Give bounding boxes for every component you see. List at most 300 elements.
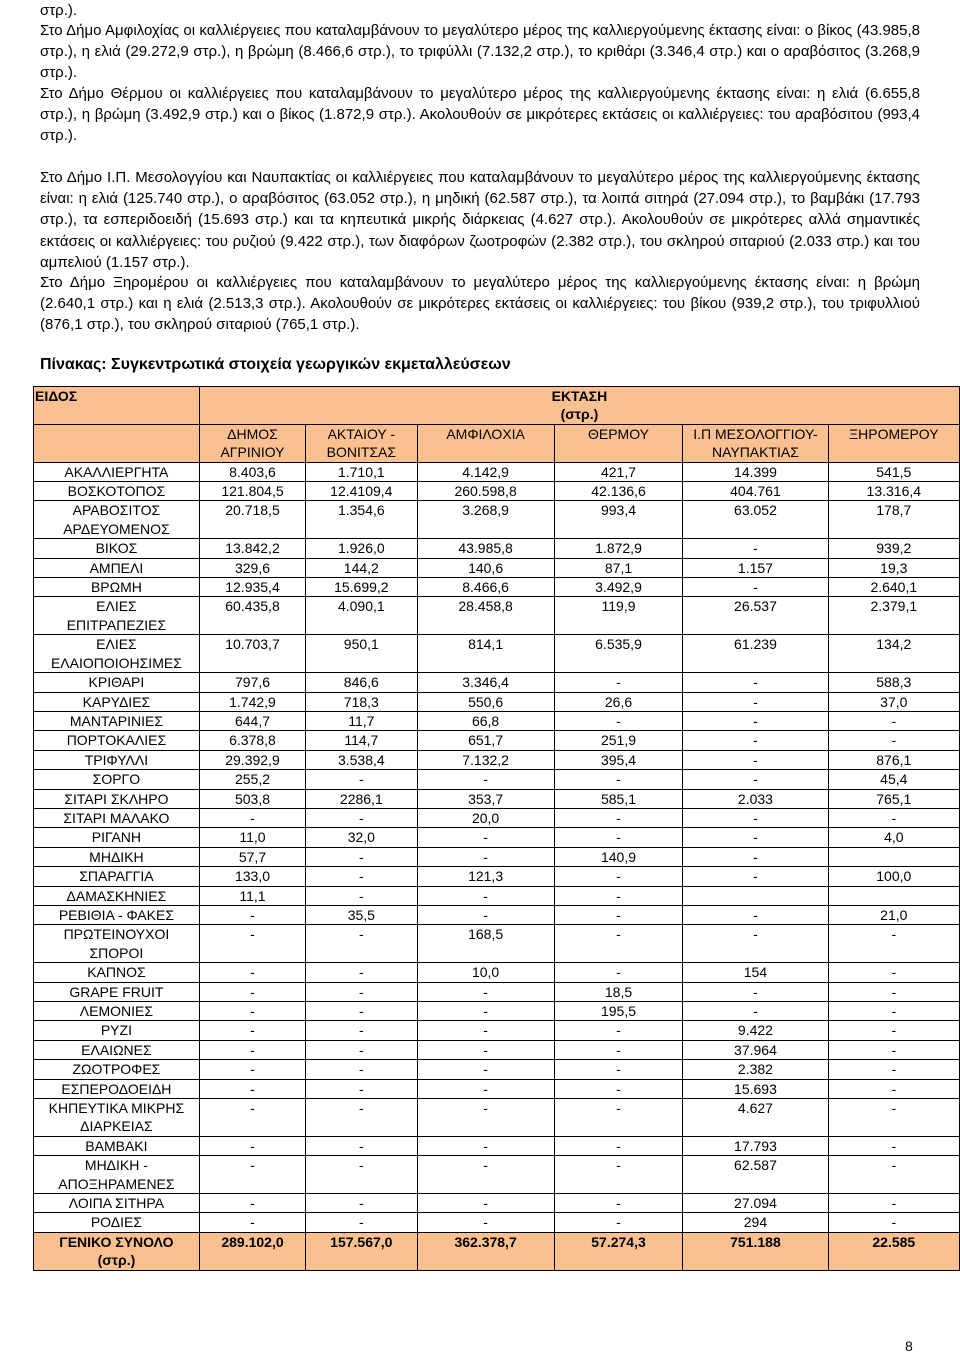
crop-name: ΖΩΟΤΡΟΦΕΣ bbox=[34, 1060, 200, 1079]
col-header: ΑΚΤΑΙΟΥ - ΒΟΝΙΤΣΑΣ bbox=[306, 424, 417, 462]
crop-name: ΚΑΡΥΔΙΕΣ bbox=[34, 692, 200, 711]
table-row bbox=[34, 886, 960, 905]
table-row bbox=[34, 558, 960, 577]
table-row bbox=[34, 539, 960, 558]
area-cell: 765,1 bbox=[828, 789, 959, 808]
crop-name: GRAPE FRUIT bbox=[34, 982, 200, 1001]
area-cell: 57,7 bbox=[199, 847, 305, 866]
crop-name: ΚΑΠΝΟΣ bbox=[34, 963, 200, 982]
crop-name: ΑΜΠΕΛΙ bbox=[34, 558, 200, 577]
area-cell: - bbox=[683, 578, 828, 597]
area-cell: - bbox=[683, 692, 828, 711]
total-cell: 22.585 bbox=[828, 1232, 959, 1270]
area-cell: - bbox=[306, 847, 417, 866]
area-cell: - bbox=[554, 1156, 683, 1194]
table-row bbox=[34, 1213, 960, 1232]
area-cell: 20.718,5 bbox=[199, 501, 305, 539]
table-row bbox=[34, 750, 960, 769]
area-cell: 12.4109,4 bbox=[306, 482, 417, 501]
area-cell: - bbox=[199, 982, 305, 1001]
area-cell: - bbox=[554, 886, 683, 905]
table-row bbox=[34, 578, 960, 597]
area-cell: - bbox=[306, 1156, 417, 1194]
area-cell: - bbox=[828, 925, 959, 963]
area-cell: - bbox=[199, 1194, 305, 1213]
crop-name: ΑΚΑΛΛΙΕΡΓΗΤΑ bbox=[34, 462, 200, 481]
table-row bbox=[34, 482, 960, 501]
area-cell: - bbox=[199, 1002, 305, 1021]
area-cell: 26.537 bbox=[683, 597, 828, 635]
crop-name: ΑΡΑΒΟΣΙΤΟΣ ΑΡΔΕΥΟΜΕΝΟΣ bbox=[34, 501, 200, 539]
crop-name: ΣΙΤΑΡΙ ΣΚΛΗΡΟ bbox=[34, 789, 200, 808]
area-cell: - bbox=[417, 1194, 554, 1213]
area-cell: - bbox=[828, 1156, 959, 1194]
total-cell: 57.274,3 bbox=[554, 1232, 683, 1270]
table-row bbox=[34, 1194, 960, 1213]
table-row bbox=[34, 462, 960, 481]
area-cell: 45,4 bbox=[828, 770, 959, 789]
area-cell: - bbox=[554, 673, 683, 692]
area-cell: - bbox=[306, 1136, 417, 1155]
area-cell: 114,7 bbox=[306, 731, 417, 750]
area-cell: - bbox=[554, 1136, 683, 1155]
header-type: ΕΙΔΟΣ bbox=[34, 387, 200, 425]
area-cell: 10,0 bbox=[417, 963, 554, 982]
area-cell: - bbox=[683, 982, 828, 1001]
area-cell: 585,1 bbox=[554, 789, 683, 808]
area-cell: 260.598,8 bbox=[417, 482, 554, 501]
area-cell: 4.142,9 bbox=[417, 462, 554, 481]
crop-name: ΒΙΚΟΣ bbox=[34, 539, 200, 558]
area-cell: - bbox=[417, 1040, 554, 1059]
table-row bbox=[34, 731, 960, 750]
area-cell: 2.033 bbox=[683, 789, 828, 808]
area-cell: - bbox=[199, 905, 305, 924]
area-cell: - bbox=[554, 1040, 683, 1059]
area-cell: - bbox=[828, 1021, 959, 1040]
table-row bbox=[34, 597, 960, 635]
area-cell: 29.392,9 bbox=[199, 750, 305, 769]
area-cell: - bbox=[683, 828, 828, 847]
area-cell: 27.094 bbox=[683, 1194, 828, 1213]
crop-name: ΠΟΡΤΟΚΑΛΙΕΣ bbox=[34, 731, 200, 750]
crop-name: ΜΑΝΤΑΡΙΝΙΕΣ bbox=[34, 711, 200, 730]
area-cell: 62.587 bbox=[683, 1156, 828, 1194]
area-cell: - bbox=[417, 1060, 554, 1079]
crop-name: ΜΗΔΙΚΗ bbox=[34, 847, 200, 866]
area-cell: - bbox=[828, 963, 959, 982]
crop-name: ΡΟΔΙΕΣ bbox=[34, 1213, 200, 1232]
area-cell: - bbox=[554, 867, 683, 886]
area-cell: - bbox=[199, 1060, 305, 1079]
area-cell bbox=[828, 886, 959, 905]
area-cell: 87,1 bbox=[554, 558, 683, 577]
area-cell: 28.458,8 bbox=[417, 597, 554, 635]
area-cell: - bbox=[417, 828, 554, 847]
area-cell: 61.239 bbox=[683, 635, 828, 673]
table-row bbox=[34, 635, 960, 673]
table-row bbox=[34, 982, 960, 1001]
area-cell: 4,0 bbox=[828, 828, 959, 847]
area-cell: - bbox=[306, 1060, 417, 1079]
crop-name: ΚΡΙΘΑΡΙ bbox=[34, 673, 200, 692]
table-row bbox=[34, 1040, 960, 1059]
area-cell: - bbox=[683, 808, 828, 827]
area-cell: - bbox=[199, 925, 305, 963]
table-row bbox=[34, 905, 960, 924]
area-cell: 19,3 bbox=[828, 558, 959, 577]
area-cell: 37,0 bbox=[828, 692, 959, 711]
crop-name: ΤΡΙΦΥΛΛΙ bbox=[34, 750, 200, 769]
area-cell: - bbox=[417, 1079, 554, 1098]
area-cell: 20,0 bbox=[417, 808, 554, 827]
area-cell: 6.378,8 bbox=[199, 731, 305, 750]
area-cell: 651,7 bbox=[417, 731, 554, 750]
area-cell: 140,9 bbox=[554, 847, 683, 866]
area-cell: - bbox=[554, 828, 683, 847]
area-cell: - bbox=[417, 1021, 554, 1040]
area-cell: 993,4 bbox=[554, 501, 683, 539]
area-cell: 13.842,2 bbox=[199, 539, 305, 558]
table-row bbox=[34, 673, 960, 692]
area-cell: - bbox=[828, 1194, 959, 1213]
area-cell: - bbox=[554, 1099, 683, 1137]
table-row bbox=[34, 847, 960, 866]
area-cell: - bbox=[828, 711, 959, 730]
area-cell: 644,7 bbox=[199, 711, 305, 730]
area-cell: 140,6 bbox=[417, 558, 554, 577]
area-cell: - bbox=[554, 1060, 683, 1079]
area-cell: 421,7 bbox=[554, 462, 683, 481]
area-cell: - bbox=[199, 808, 305, 827]
crop-name: ΕΣΠΕΡΟΔΟΕΙΔΗ bbox=[34, 1079, 200, 1098]
area-cell: - bbox=[417, 905, 554, 924]
area-cell: - bbox=[306, 925, 417, 963]
paragraph-xiromero: Στο Δήμο Ξηρομέρου οι καλλιέργειες που καταλαμβάνουν το μεγαλύτερο μέρος της καλλιεργούμενης έκτασης είναι: η βρώμη (2.640,1 στρ.) και η ελιά (2.513,3 στρ.). Ακολουθούν σε μικρότερες εκτάσεις οι καλλιέργειες: του βίκου (939,2 στρ.), του τριφυλλιού (876,1 στρ.), του σκληρού σιταριού (765,1 στρ.). bbox=[40, 274, 920, 334]
crop-name: ΣΟΡΓΟ bbox=[34, 770, 200, 789]
table-row bbox=[34, 963, 960, 982]
area-cell: - bbox=[828, 731, 959, 750]
area-cell: - bbox=[417, 1002, 554, 1021]
table-row bbox=[34, 1060, 960, 1079]
table-row bbox=[34, 1136, 960, 1155]
table-row bbox=[34, 501, 960, 539]
area-cell: 13.316,4 bbox=[828, 482, 959, 501]
area-cell: 12.935,4 bbox=[199, 578, 305, 597]
area-cell: 4.627 bbox=[683, 1099, 828, 1137]
crop-name: ΡΥΖΙ bbox=[34, 1021, 200, 1040]
crop-name: ΠΡΩΤΕΙΝΟΥΧΟΙ ΣΠΟΡΟΙ bbox=[34, 925, 200, 963]
total-cell: 289.102,0 bbox=[199, 1232, 305, 1270]
area-cell: 6.535,9 bbox=[554, 635, 683, 673]
area-cell: 11,7 bbox=[306, 711, 417, 730]
table-row bbox=[34, 770, 960, 789]
table-row bbox=[34, 789, 960, 808]
area-cell: - bbox=[828, 808, 959, 827]
area-cell: - bbox=[683, 925, 828, 963]
area-cell: - bbox=[306, 867, 417, 886]
area-cell: - bbox=[417, 770, 554, 789]
crop-name: ΡΙΓΑΝΗ bbox=[34, 828, 200, 847]
area-cell: - bbox=[554, 1079, 683, 1098]
area-cell: 3.492,9 bbox=[554, 578, 683, 597]
area-cell: 8.403,6 bbox=[199, 462, 305, 481]
area-cell: 1.157 bbox=[683, 558, 828, 577]
area-cell: 718,3 bbox=[306, 692, 417, 711]
area-cell: 294 bbox=[683, 1213, 828, 1232]
crop-name: ΒΡΩΜΗ bbox=[34, 578, 200, 597]
crop-name: ΚΗΠΕΥΤΙΚΑ ΜΙΚΡΗΣ ΔΙΑΡΚΕΙΑΣ bbox=[34, 1099, 200, 1137]
area-cell: 60.435,8 bbox=[199, 597, 305, 635]
area-cell: - bbox=[199, 1099, 305, 1137]
area-cell: - bbox=[554, 925, 683, 963]
area-cell: - bbox=[554, 1021, 683, 1040]
crop-name: ΡΕΒΙΘΙΑ - ΦΑΚΕΣ bbox=[34, 905, 200, 924]
area-cell: 1.926,0 bbox=[306, 539, 417, 558]
col-header: ΞΗΡΟΜΕΡΟΥ bbox=[828, 424, 959, 462]
area-cell: - bbox=[554, 808, 683, 827]
area-cell: - bbox=[306, 1002, 417, 1021]
area-cell: 144,2 bbox=[306, 558, 417, 577]
col-header: Ι.Π ΜΕΣΟΛΟΓΓΙΟΥ- ΝΑΥΠΑΚΤΙΑΣ bbox=[683, 424, 828, 462]
table-row bbox=[34, 828, 960, 847]
area-cell: - bbox=[199, 1156, 305, 1194]
area-cell: 10.703,7 bbox=[199, 635, 305, 673]
total-cell: 751.188 bbox=[683, 1232, 828, 1270]
area-cell: 353,7 bbox=[417, 789, 554, 808]
area-cell: 11,1 bbox=[199, 886, 305, 905]
table-header-row-2 bbox=[34, 424, 960, 462]
area-cell: 2286,1 bbox=[306, 789, 417, 808]
area-cell: - bbox=[199, 1040, 305, 1059]
total-label: ΓΕΝΙΚΟ ΣΥΝΟΛΟ (στρ.) bbox=[34, 1232, 200, 1270]
area-cell: 32,0 bbox=[306, 828, 417, 847]
area-cell: 133,0 bbox=[199, 867, 305, 886]
col-header: ΔΗΜΟΣ ΑΓΡΙΝΙΟΥ bbox=[199, 424, 305, 462]
area-cell: 63.052 bbox=[683, 501, 828, 539]
area-cell: 7.132,2 bbox=[417, 750, 554, 769]
area-cell: 1.872,9 bbox=[554, 539, 683, 558]
area-cell: 42.136,6 bbox=[554, 482, 683, 501]
area-cell: - bbox=[683, 673, 828, 692]
area-cell: - bbox=[828, 982, 959, 1001]
area-cell: - bbox=[306, 808, 417, 827]
area-cell: 11,0 bbox=[199, 828, 305, 847]
area-cell: 43.985,8 bbox=[417, 539, 554, 558]
area-cell: 3.268,9 bbox=[417, 501, 554, 539]
header-empty bbox=[34, 424, 200, 462]
area-cell: 14.399 bbox=[683, 462, 828, 481]
area-cell: - bbox=[306, 1213, 417, 1232]
area-cell: 950,1 bbox=[306, 635, 417, 673]
crop-name: ΕΛΑΙΩΝΕΣ bbox=[34, 1040, 200, 1059]
area-cell: - bbox=[199, 1079, 305, 1098]
area-cell: - bbox=[417, 982, 554, 1001]
area-cell: - bbox=[306, 1040, 417, 1059]
area-cell: - bbox=[683, 731, 828, 750]
area-cell: - bbox=[554, 711, 683, 730]
area-cell: - bbox=[199, 1213, 305, 1232]
area-cell: - bbox=[828, 1136, 959, 1155]
area-cell: - bbox=[683, 539, 828, 558]
area-cell: - bbox=[828, 1213, 959, 1232]
area-cell: 8.466,6 bbox=[417, 578, 554, 597]
area-cell: - bbox=[199, 963, 305, 982]
area-cell: - bbox=[417, 1136, 554, 1155]
area-cell: 2.382 bbox=[683, 1060, 828, 1079]
table-row bbox=[34, 1021, 960, 1040]
area-cell: 541,5 bbox=[828, 462, 959, 481]
area-cell: 329,6 bbox=[199, 558, 305, 577]
area-cell: 255,2 bbox=[199, 770, 305, 789]
table-body bbox=[34, 462, 960, 1270]
area-cell: - bbox=[306, 963, 417, 982]
crop-name: ΕΛΙΕΣ ΕΛΑΙΟΠΟΙΟΗΣΙΜΕΣ bbox=[34, 635, 200, 673]
crop-name: ΛΟΙΠΑ ΣΙΤΗΡΑ bbox=[34, 1194, 200, 1213]
table-row bbox=[34, 808, 960, 827]
area-cell: - bbox=[828, 1060, 959, 1079]
area-cell: 15.693 bbox=[683, 1079, 828, 1098]
area-cell: - bbox=[554, 1213, 683, 1232]
area-cell: - bbox=[683, 711, 828, 730]
area-cell: 121,3 bbox=[417, 867, 554, 886]
total-row bbox=[34, 1232, 960, 1270]
area-cell: - bbox=[554, 770, 683, 789]
area-cell: - bbox=[306, 1021, 417, 1040]
area-cell: - bbox=[683, 867, 828, 886]
paragraph-thermo: Στο Δήμο Θέρμου οι καλλιέργειες που καταλαμβάνουν το μεγαλύτερο μέρος της καλλιεργούμενης έκτασης είναι: η ελιά (6.655,8 στρ.), η βρώμη (3.492,9 στρ.) και ο βίκος (1.872,9 στρ.). Ακολουθούν σε μικρότερες εκτάσεις οι καλλιέργειες: του αραβόσιτου (993,4 στρ.). bbox=[40, 85, 920, 145]
area-cell: 17.793 bbox=[683, 1136, 828, 1155]
crop-name: ΔΑΜΑΣΚΗΝΙΕΣ bbox=[34, 886, 200, 905]
area-cell: 1.710,1 bbox=[306, 462, 417, 481]
area-cell: 9.422 bbox=[683, 1021, 828, 1040]
area-cell: 18,5 bbox=[554, 982, 683, 1001]
crop-name: ΣΠΑΡΑΓΓΙΑ bbox=[34, 867, 200, 886]
col-header: ΘΕΡΜΟΥ bbox=[554, 424, 683, 462]
table-row bbox=[34, 1079, 960, 1098]
area-cell: 121.804,5 bbox=[199, 482, 305, 501]
area-cell: - bbox=[683, 847, 828, 866]
area-cell: - bbox=[828, 1099, 959, 1137]
area-cell: - bbox=[199, 1136, 305, 1155]
area-cell: 588,3 bbox=[828, 673, 959, 692]
area-cell: 2.379,1 bbox=[828, 597, 959, 635]
area-cell: 1.742,9 bbox=[199, 692, 305, 711]
area-cell: 21,0 bbox=[828, 905, 959, 924]
crop-name: ΒΑΜΒΑΚΙ bbox=[34, 1136, 200, 1155]
area-cell: - bbox=[306, 886, 417, 905]
area-cell: 154 bbox=[683, 963, 828, 982]
area-cell: - bbox=[554, 905, 683, 924]
area-cell: 2.640,1 bbox=[828, 578, 959, 597]
area-cell: - bbox=[828, 1002, 959, 1021]
area-cell: 550,6 bbox=[417, 692, 554, 711]
area-cell: 3.346,4 bbox=[417, 673, 554, 692]
total-cell: 362.378,7 bbox=[417, 1232, 554, 1270]
table-row bbox=[34, 1099, 960, 1137]
paragraph-tail: στρ.). bbox=[40, 2, 78, 19]
area-cell: - bbox=[417, 1099, 554, 1137]
area-cell: 35,5 bbox=[306, 905, 417, 924]
crop-name: ΜΗΔΙΚΗ - ΑΠΟΞΗΡΑΜΕΝΕΣ bbox=[34, 1156, 200, 1194]
area-cell: 3.538,4 bbox=[306, 750, 417, 769]
table-caption: Πίνακας: Συγκεντρωτικά στοιχεία γεωργικών εκμεταλλεύσεων bbox=[40, 356, 511, 373]
area-cell: 15.699,2 bbox=[306, 578, 417, 597]
area-cell: - bbox=[306, 1194, 417, 1213]
area-cell: 846,6 bbox=[306, 673, 417, 692]
crop-name: ΕΛΙΕΣ ΕΠΙΤΡΑΠΕΖΙΕΣ bbox=[34, 597, 200, 635]
table-container bbox=[33, 386, 960, 1271]
table-row bbox=[34, 925, 960, 963]
crop-name: ΒΟΣΚΟΤΟΠΟΣ bbox=[34, 482, 200, 501]
area-cell: - bbox=[683, 905, 828, 924]
area-cell: - bbox=[554, 1194, 683, 1213]
table-row bbox=[34, 711, 960, 730]
area-cell: 119,9 bbox=[554, 597, 683, 635]
area-cell: 134,2 bbox=[828, 635, 959, 673]
crop-name: ΛΕΜΟΝΙΕΣ bbox=[34, 1002, 200, 1021]
area-cell: - bbox=[683, 1002, 828, 1021]
paragraph-mesolongi: Στο Δήμο Ι.Π. Μεσολογγίου και Ναυπακτίας οι καλλιέργειες που καταλαμβάνουν το μεγαλύτερο μέρος της καλλιεργούμενης έκτασης είναι: η ελιά (125.740 στρ.), ο αραβόσιτος (63.052 στρ.), η μηδική (62.587 στρ.), τα λοιπά σιτηρά (27.094 στρ.), το βαμβάκι (17.793 στρ.), τα εσπεριδοειδή (15.693 στρ.) και τα κηπευτικά μικρής διάρκειας (4.627 στρ.). Ακολουθούν σε μικρότερες αλλά σημαντικές εκτάσεις οι καλλιέργειες: του ρυζιού (9.422 στρ.), των διαφόρων ζωοτροφών (2.382 στρ.), του σκληρού σιταριού (2.033 στρ.) και του αμπελιού (1.157 στρ.). bbox=[40, 169, 920, 271]
area-cell: - bbox=[306, 770, 417, 789]
area-cell: 251,9 bbox=[554, 731, 683, 750]
page-number: 8 bbox=[905, 1338, 913, 1354]
area-cell: 814,1 bbox=[417, 635, 554, 673]
area-cell: - bbox=[306, 982, 417, 1001]
area-cell: - bbox=[554, 963, 683, 982]
area-cell bbox=[828, 847, 959, 866]
col-header: ΑΜΦΙΛΟΧΙΑ bbox=[417, 424, 554, 462]
total-cell: 157.567,0 bbox=[306, 1232, 417, 1270]
area-cell: 939,2 bbox=[828, 539, 959, 558]
table-row bbox=[34, 692, 960, 711]
area-cell: 195,5 bbox=[554, 1002, 683, 1021]
area-cell: - bbox=[417, 886, 554, 905]
area-cell: 876,1 bbox=[828, 750, 959, 769]
area-cell: - bbox=[199, 1021, 305, 1040]
area-cell: 37.964 bbox=[683, 1040, 828, 1059]
area-cell: 395,4 bbox=[554, 750, 683, 769]
table-row bbox=[34, 1002, 960, 1021]
area-cell: 404.761 bbox=[683, 482, 828, 501]
area-cell: 797,6 bbox=[199, 673, 305, 692]
area-cell: - bbox=[417, 1213, 554, 1232]
header-area: ΕΚΤΑΣΗ (στρ.) bbox=[199, 387, 959, 425]
area-cell: - bbox=[828, 1040, 959, 1059]
area-cell: - bbox=[417, 1156, 554, 1194]
area-cell: 168,5 bbox=[417, 925, 554, 963]
paragraph-amfilochia: Στο Δήμο Αμφιλοχίας οι καλλιέργειες που καταλαμβάνουν το μεγαλύτερο μέρος της καλλιεργούμενης έκτασης είναι: ο βίκος (43.985,8 στρ.), η ελιά (29.272,9 στρ.), η βρώμη (8.466,6 στρ.), το τριφύλλι (7.132,2 στρ.), το κριθάρι (3.346,4 στρ.) και ο αραβόσιτος (3.268,9 στρ.). bbox=[40, 22, 920, 82]
area-cell: - bbox=[417, 847, 554, 866]
area-cell: 26,6 bbox=[554, 692, 683, 711]
table-row bbox=[34, 867, 960, 886]
area-cell: - bbox=[683, 770, 828, 789]
area-cell: 100,0 bbox=[828, 867, 959, 886]
area-cell bbox=[683, 886, 828, 905]
area-cell: - bbox=[683, 750, 828, 769]
area-cell: - bbox=[306, 1099, 417, 1137]
table-header-row-1 bbox=[34, 387, 960, 425]
table-row bbox=[34, 1156, 960, 1194]
area-cell: 4.090,1 bbox=[306, 597, 417, 635]
crop-name: ΣΙΤΑΡΙ ΜΑΛΑΚΟ bbox=[34, 808, 200, 827]
area-cell: 178,7 bbox=[828, 501, 959, 539]
farm-data-table bbox=[33, 386, 960, 1271]
area-cell: - bbox=[306, 1079, 417, 1098]
area-cell: 66,8 bbox=[417, 711, 554, 730]
area-cell: 503,8 bbox=[199, 789, 305, 808]
area-cell: 1.354,6 bbox=[306, 501, 417, 539]
